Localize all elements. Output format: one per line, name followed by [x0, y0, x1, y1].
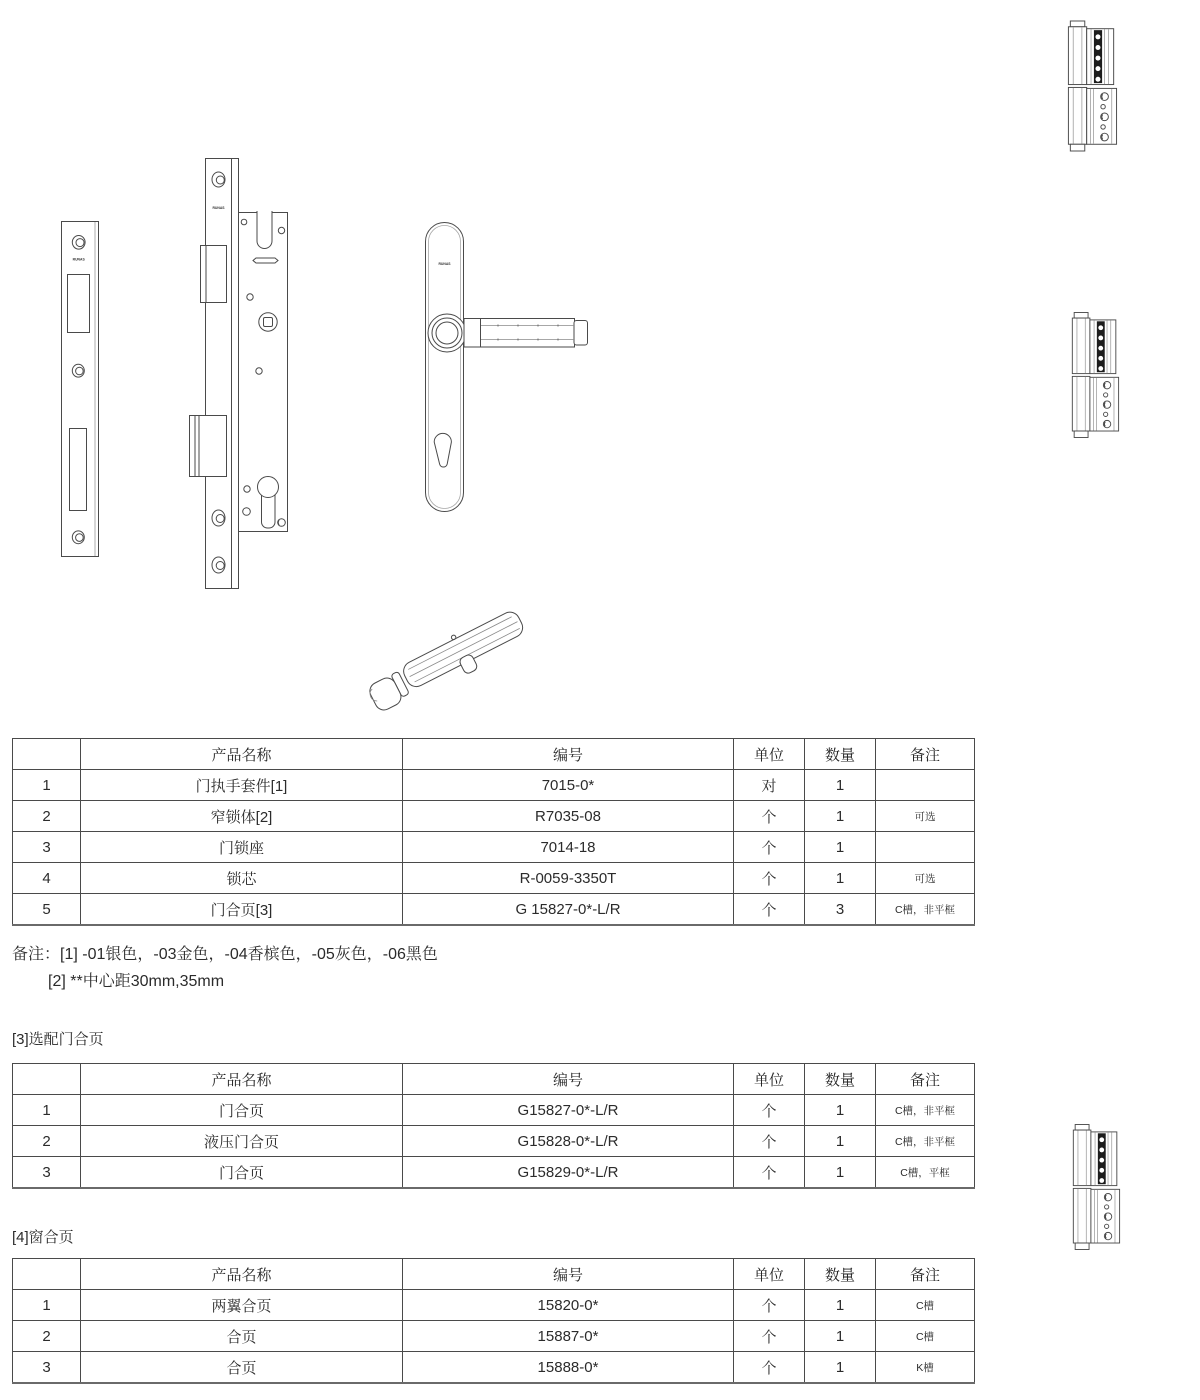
table-cell: R-0059-3350T [403, 863, 734, 894]
table-cell: 合页 [81, 1352, 403, 1384]
table-cell: C槽，平框 [876, 1157, 975, 1189]
table-cell: 门合页[3] [81, 894, 403, 926]
table-cell: C槽 [876, 1321, 975, 1352]
table-cell: 1 [13, 1095, 81, 1126]
table-row [13, 863, 975, 894]
table-cell: 个 [734, 1095, 805, 1126]
table-cell: C槽，非平框 [876, 894, 975, 926]
column-header: 编号 [403, 1259, 734, 1290]
table-cell: 1 [805, 832, 876, 863]
column-header: 数量 [805, 739, 876, 770]
table-cell: C槽 [876, 1290, 975, 1321]
table-row [13, 1095, 975, 1126]
table-cell: 个 [734, 863, 805, 894]
column-header: 备注 [876, 1064, 975, 1095]
table-cell: 3 [13, 832, 81, 863]
notes-line-2: [2] **中心距30mm,35mm [48, 973, 225, 990]
column-header: 数量 [805, 1259, 876, 1290]
table-cell: 1 [805, 863, 876, 894]
table-cell: 1 [805, 770, 876, 801]
table-cell: 1 [805, 1126, 876, 1157]
table-row [13, 1321, 975, 1352]
table-row [13, 1157, 975, 1189]
door-hinge-options-table [12, 1063, 975, 1189]
table-cell: C槽，非平框 [876, 1095, 975, 1126]
table-row [13, 1126, 975, 1157]
table-header-row [13, 1064, 975, 1095]
table-cell: 个 [734, 1126, 805, 1157]
column-header: 单位 [734, 739, 805, 770]
table-row [13, 832, 975, 863]
window-hinge-section-title: [4]窗合页 [12, 1229, 74, 1246]
table-cell: G15827-0*-L/R [403, 1095, 734, 1126]
column-header: 产品名称 [81, 1064, 403, 1095]
mortise-lock-body-drawing [185, 155, 293, 595]
column-header: 单位 [734, 1259, 805, 1290]
table-cell: 1 [805, 1321, 876, 1352]
cylinder-thumbturn-drawing [358, 598, 528, 720]
table-cell: 3 [805, 894, 876, 926]
door-handle-plate-drawing [420, 215, 595, 520]
table-cell: G15828-0*-L/R [403, 1126, 734, 1157]
table-cell: 1 [13, 770, 81, 801]
table-cell: 对 [734, 770, 805, 801]
table-cell: 1 [805, 1290, 876, 1321]
column-header [13, 1259, 81, 1290]
door-hinge-section-title: [3]选配门合页 [12, 1031, 104, 1048]
table-cell: 个 [734, 1290, 805, 1321]
table-cell: 个 [734, 1157, 805, 1189]
table-cell: 个 [734, 894, 805, 926]
table-cell: 个 [734, 801, 805, 832]
table-cell: 4 [13, 863, 81, 894]
brand-mark: RUNAS [72, 257, 85, 262]
table-cell: 15888-0* [403, 1352, 734, 1384]
strike-plate-drawing [61, 221, 99, 557]
table-cell: 个 [734, 832, 805, 863]
table-cell: C槽，非平框 [876, 1126, 975, 1157]
table-cell: 1 [805, 801, 876, 832]
table-row [13, 894, 975, 926]
table-header-row [13, 1259, 975, 1290]
table-cell: 可选 [876, 863, 975, 894]
column-header [13, 739, 81, 770]
table-cell: 个 [734, 1321, 805, 1352]
table-cell: 锁芯 [81, 863, 403, 894]
column-header: 单位 [734, 1064, 805, 1095]
table-row [13, 770, 975, 801]
notes-line-1: 备注：[1] -01银色，-03金色，-04香槟色，-05灰色，-06黑色 [12, 946, 438, 963]
table-cell: 2 [13, 801, 81, 832]
column-header: 产品名称 [81, 739, 403, 770]
column-header: 备注 [876, 1259, 975, 1290]
table-cell: 合页 [81, 1321, 403, 1352]
column-header: 编号 [403, 1064, 734, 1095]
column-header: 数量 [805, 1064, 876, 1095]
table-cell: 门合页 [81, 1157, 403, 1189]
door-hinge-drawing [1071, 1119, 1121, 1255]
table-row [13, 801, 975, 832]
table-cell: 7015-0* [403, 770, 734, 801]
table-cell: G15829-0*-L/R [403, 1157, 734, 1189]
table-cell: 1 [805, 1157, 876, 1189]
table-cell [876, 770, 975, 801]
column-header [13, 1064, 81, 1095]
table-header-row [13, 739, 975, 770]
door-hinge-drawing [1070, 312, 1120, 438]
table-cell: 门执手套件[1] [81, 770, 403, 801]
table-cell: 2 [13, 1321, 81, 1352]
column-header: 备注 [876, 739, 975, 770]
table-cell: 1 [805, 1352, 876, 1384]
table-cell: 门合页 [81, 1095, 403, 1126]
table-cell: 可选 [876, 801, 975, 832]
door-hinge-drawing [1066, 20, 1118, 152]
table-cell: 15820-0* [403, 1290, 734, 1321]
table-cell: G 15827-0*-L/R [403, 894, 734, 926]
brand-mark: RUNAS [212, 206, 225, 210]
table-cell: 窄锁体[2] [81, 801, 403, 832]
table-cell: 5 [13, 894, 81, 926]
table-cell: 3 [13, 1157, 81, 1189]
table-cell: 门锁座 [81, 832, 403, 863]
table-cell: 3 [13, 1352, 81, 1384]
table-cell: 2 [13, 1126, 81, 1157]
table-cell: 液压门合页 [81, 1126, 403, 1157]
column-header: 产品名称 [81, 1259, 403, 1290]
main-parts-table [12, 738, 975, 926]
table-row [13, 1290, 975, 1321]
table-cell: 两翼合页 [81, 1290, 403, 1321]
table-cell: 7014-18 [403, 832, 734, 863]
table-cell: K槽 [876, 1352, 975, 1384]
column-header: 编号 [403, 739, 734, 770]
window-hinge-table [12, 1258, 975, 1384]
brand-mark: RUNAS [438, 262, 451, 266]
table-cell [876, 832, 975, 863]
table-cell: 1 [805, 1095, 876, 1126]
table-row [13, 1352, 975, 1384]
table-cell: R7035-08 [403, 801, 734, 832]
table-cell: 15887-0* [403, 1321, 734, 1352]
table-cell: 个 [734, 1352, 805, 1384]
table-cell: 1 [13, 1290, 81, 1321]
